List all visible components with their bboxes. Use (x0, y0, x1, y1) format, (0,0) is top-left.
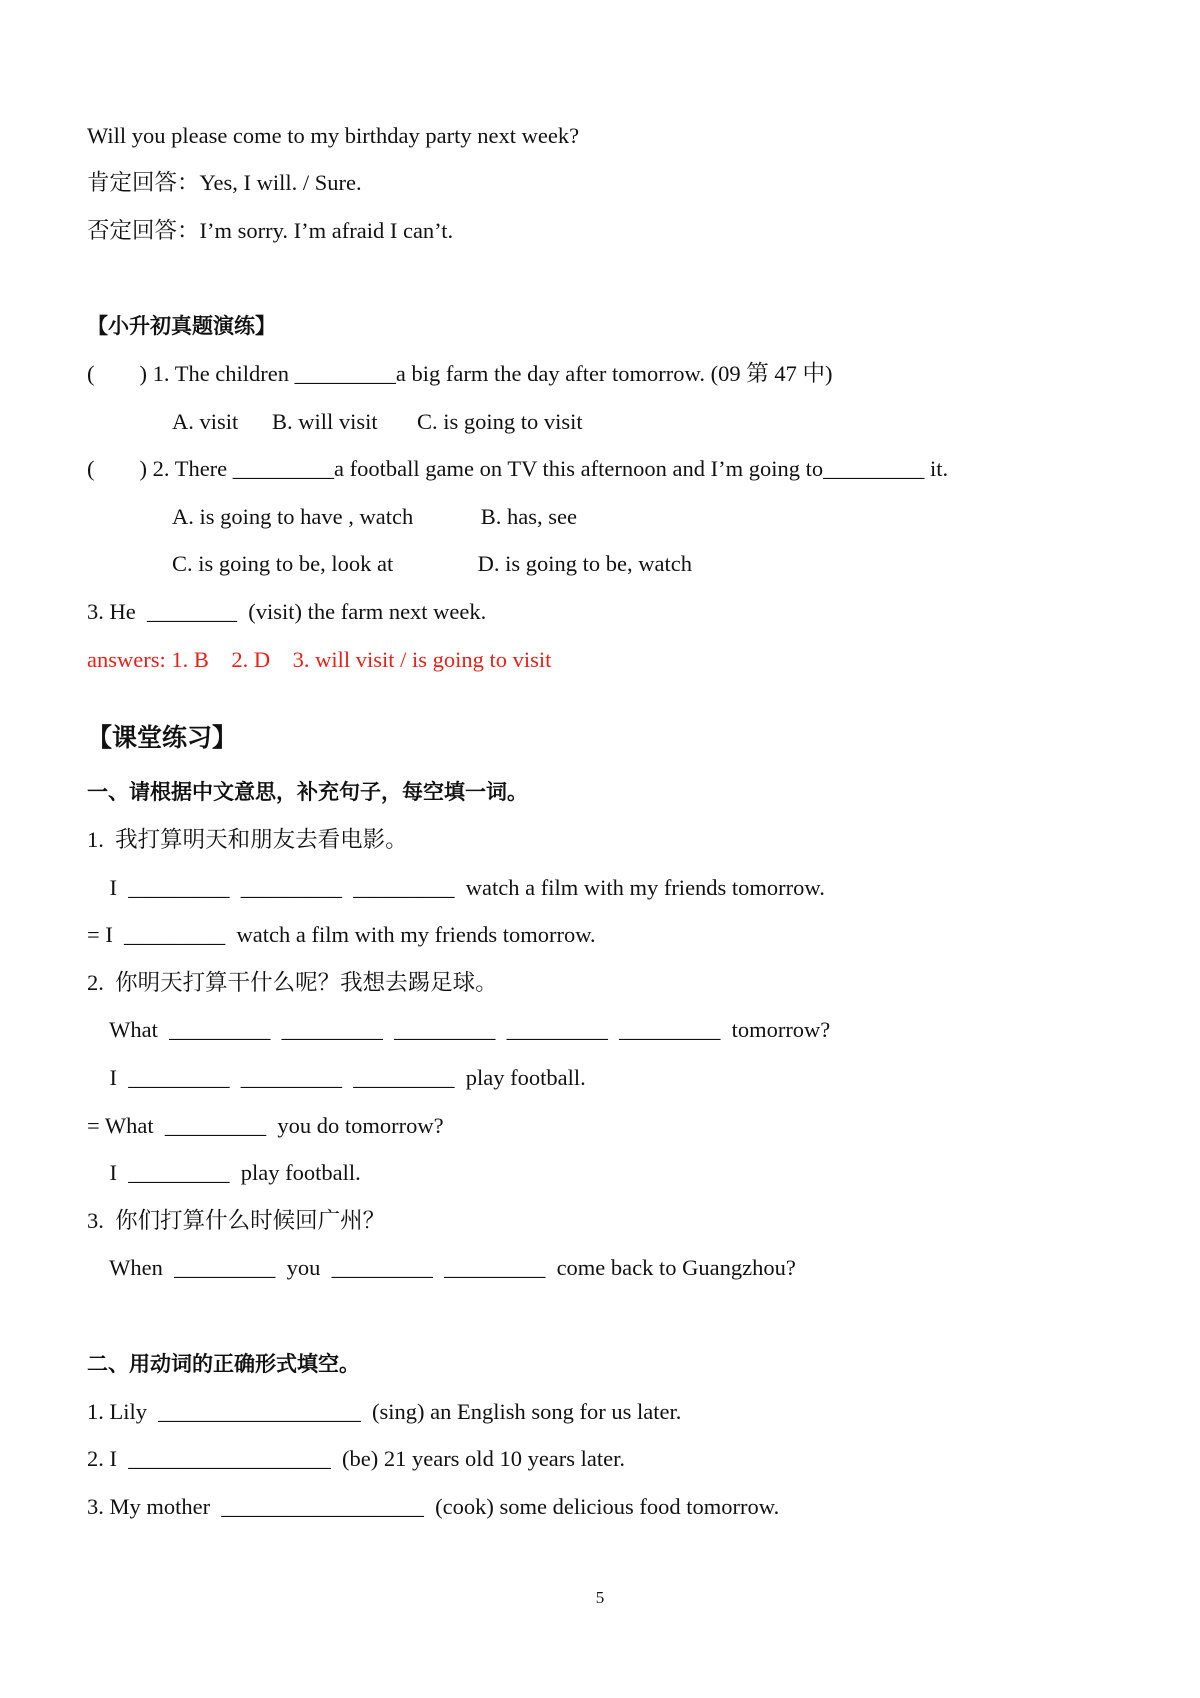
exam-practice-title: 【小升初真题演练】 (87, 314, 276, 338)
part1-title: 一、请根据中文意思，补充句子，每空填一词。 (87, 780, 528, 804)
intro-positive-answer: 肯定回答：Yes, I will. / Sure. (87, 170, 362, 195)
intro-negative-answer: 否定回答：I’m sorry. I’m afraid I can’t. (87, 218, 454, 243)
part1-line: 2. 你明天打算干什么呢？我想去踢足球。 (87, 970, 498, 995)
exam-question-2-options-cd: C. is going to be, look at D. is going to be, watch (172, 551, 692, 576)
part2-line: 2. I __________________ (be) 21 years old 10 years later. (87, 1446, 626, 1471)
exam-question-1: ( ) 1. The children _________a big farm the day after tomorrow. (09 第 47 中) (87, 361, 833, 386)
exam-answers: answers: 1. B 2. D 3. will visit / is going to visit (87, 647, 552, 672)
part1-line: 3. 你们打算什么时候回广州？ (87, 1208, 386, 1233)
classroom-practice-title: 【课堂练习】 (87, 723, 238, 752)
part1-line: When _________ you _________ _________ come back to Guangzhou? (87, 1255, 796, 1280)
part2-line: 3. My mother __________________ (cook) some delicious food tomorrow. (87, 1494, 780, 1519)
page-number: 5 (595, 1588, 605, 1607)
part1-line: I _________ play football. (87, 1160, 361, 1185)
part1-line: I _________ _________ _________ play football. (87, 1065, 586, 1090)
part1-line: I _________ _________ _________ watch a film with my friends tomorrow. (87, 875, 825, 900)
exam-question-2-options-ab: A. is going to have , watch B. has, see (172, 504, 577, 529)
exam-question-2: ( ) 2. There _________a football game on TV this afternoon and I’m going to_________ it. (87, 456, 949, 481)
intro-question: Will you please come to my birthday party next week? (87, 123, 580, 148)
part1-line: = I _________ watch a film with my friends tomorrow. (87, 922, 596, 947)
part1-line: What _________ _________ _________ _________ _________ tomorrow? (87, 1017, 831, 1042)
part1-line: = What _________ you do tomorrow? (87, 1113, 444, 1138)
part2-title: 二、用动词的正确形式填空。 (87, 1352, 360, 1376)
exam-question-1-options: A. visit B. will visit C. is going to visit (172, 409, 583, 434)
exam-question-3: 3. He ________ (visit) the farm next week. (87, 599, 487, 624)
part1-line: 1. 我打算明天和朋友去看电影。 (87, 827, 408, 852)
part2-line: 1. Lily __________________ (sing) an English song for us later. (87, 1399, 682, 1424)
